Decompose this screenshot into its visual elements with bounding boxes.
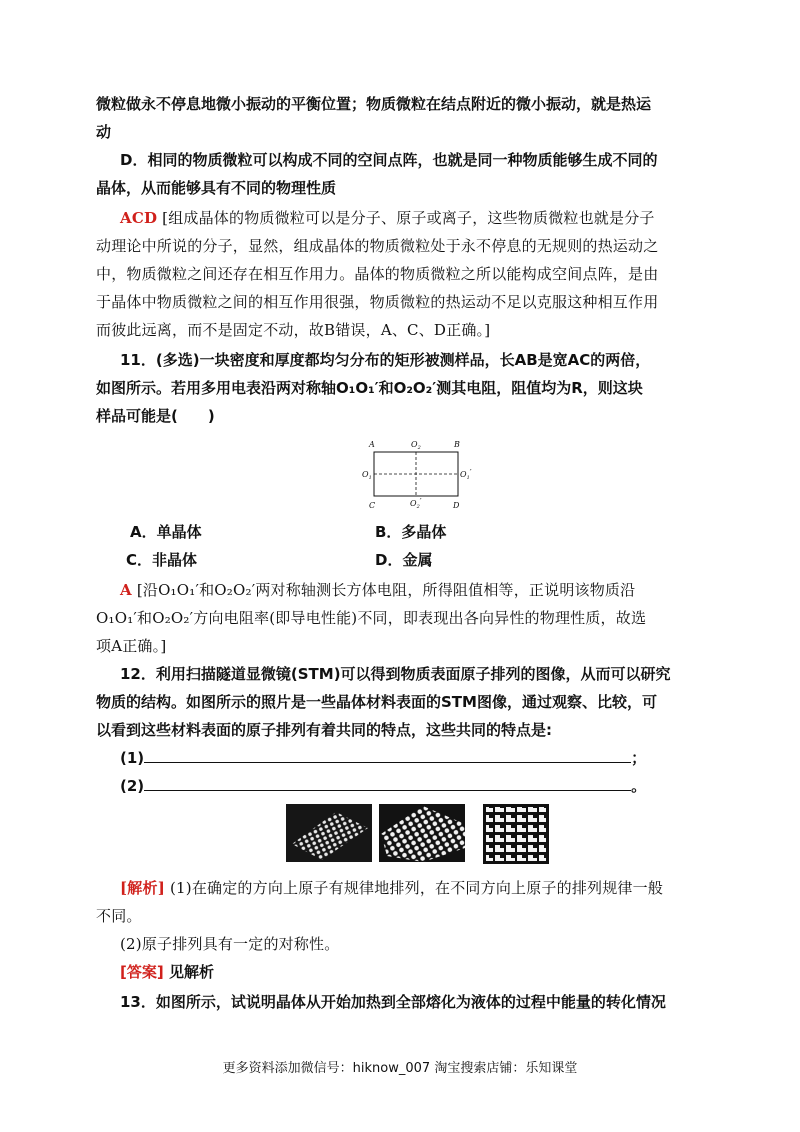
answer-10-line-1 [120,206,708,230]
blank-1-label: (1) [120,749,145,767]
answer-10-line-5: 而彼此远离，而不是固定不动，故B错误，A、C、D正确。] [96,321,491,339]
answer-12-line [120,960,708,984]
answer-11-line-1 [120,578,708,602]
label-c: C [369,501,376,510]
analysis-line-1 [120,876,708,900]
question-11-line-1: 11．(多选)一块密度和厚度都均匀分布的矩形被测样品，长AB是宽AC的两倍， [120,351,651,369]
label-a: A [369,440,375,449]
option-c-continued-line-1: 微粒做永不停息地微小振动的平衡位置；物质微粒在结点附近的微小振动，就是热运 [96,95,652,113]
answer-11-line-3: 项A正确。] [96,637,167,655]
label-b: B [454,440,460,449]
blank-1 [120,746,708,770]
stm-image-1 [286,804,372,862]
answer-10-line-2: 动理论中所说的分子，显然，组成晶体的物质微粒处于永不停息的无规则的热运动之 [96,237,659,255]
answer-11-text-1: [沿O₁O₁′和O₂O₂′两对称轴测长方体电阻，所得阻值相等，正说明该物质沿 [136,581,636,599]
blank-1-line [144,746,631,763]
option-d-line-1: D．相同的物质微粒可以构成不同的空间点阵，也就是同一种物质能够生成不同的 [120,151,658,169]
label-d: D [453,501,460,510]
question-13-line-1: 13．如图所示，试说明晶体从开始加热到全部熔化为液体的过程中能量的转化情况 [120,993,666,1011]
answer-11-line-2: O₁O₁′和O₂O₂′方向电阻率(即导电性能)不同，即表现出各向异性的物理性质，故选 [96,609,647,627]
label-o2-prime: $O_2'$ [410,497,422,510]
stm-image-3 [483,804,549,864]
answer-12-label: [答案] [120,963,164,981]
answer-10-text-1: [组成晶体的物质微粒可以是分子、原子或离子，这些物质微粒也就是分子 [162,209,655,227]
analysis-line-3: (2)原子排列具有一定的对称性。 [120,935,340,953]
blank-2-end: 。 [631,777,647,795]
blank-2-label: (2) [120,777,145,795]
option-c-continued-line-2: 动 [96,123,112,141]
analysis-text-1: (1)在确定的方向上原子有规律地排列，在不同方向上原子的排列规律一般 [169,879,664,897]
answer-11-label: A [120,581,132,599]
blank-2 [120,774,708,798]
analysis-label: [解析] [120,879,165,897]
label-o2: $O_2$ [411,440,421,451]
option-a: A．单晶体 [130,523,202,541]
answer-10-label: ACD [120,209,158,227]
footer-note: 更多资料添加微信号：hiknow_007 淘宝搜索店铺：乐知课堂 [222,1061,578,1076]
question-12-line-3: 以看到这些材料表面的原子排列有着共同的特点，这些共同的特点是: [96,721,553,739]
option-d: D．金属 [375,551,433,569]
answer-10-line-3: 中，物质微粒之间还存在相互作用力。晶体的物质微粒之所以能构成空间点阵，是由 [96,265,659,283]
question-11-line-3: 样品可能是( ) [96,407,215,425]
option-c: C．非晶体 [126,551,198,569]
stm-image-2 [379,804,465,862]
option-b: B．多晶体 [375,523,447,541]
question-11-line-2: 如图所示。若用多用电表沿两对称轴O₁O₁′和O₂O₂′测其电阻，阻值均为R，则这块 [96,379,643,397]
option-d-line-2: 晶体，从而能够具有不同的物理性质 [96,179,337,197]
question-12-line-1: 12．利用扫描隧道显微镜(STM)可以得到物质表面原子排列的图像，从而可以研究 [120,665,671,683]
question-12-line-2: 物质的结构。如图所示的照片是一些晶体材料表面的STM图像，通过观察、比较，可 [96,693,657,711]
answer-10-line-4: 于晶体中物质微粒之间的相互作用很强，物质微粒的热运动不足以克服这种相互作用 [96,293,659,311]
label-o1-prime: $O_1'$ [460,468,472,481]
blank-1-end: ； [631,749,647,767]
sample-rectangle-figure [360,436,490,512]
blank-2-line [144,774,631,791]
answer-12-text: 见解析 [168,963,214,981]
label-o1: $O_1$ [362,470,372,481]
analysis-line-2: 不同。 [96,907,142,925]
